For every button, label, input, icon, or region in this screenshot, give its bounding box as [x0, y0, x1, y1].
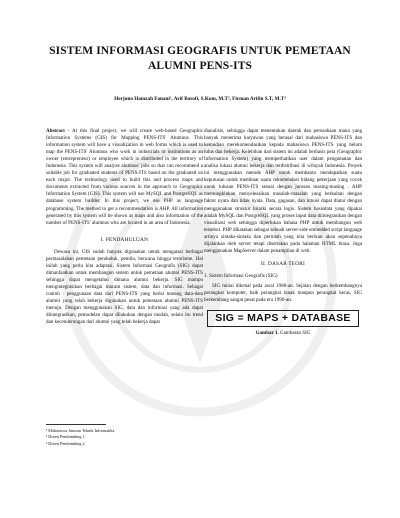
abstract-text: - At this final project, we will create web-based Geographic Information Systems (GIS) for Mapping PENS-ITS' Alumnus. This information system will have a visualization in web forms which is used to map the PENS-ITS' Alumnus who work in industrials or institutions as an owner (entrepreneur) or employee which is distributed in the territory of Indonesia. This system will analyze alumnus' jobs so that can recommend a suitable job for graduated students of PENS-ITS based on the graduated on each major. The technology used to build this and process maps and documents extracted from various sources in the approach to Geographic Information System (GIS). This system will use MySQL and PostgreSQL as database system builder. In this project, we use PHP as language programming. The method to get a recommendation is AHP. All information generated by this system will be shown as maps and also information of the number of PENS-ITS' alumnus who are located in an area of Indonesia.	[46, 128, 203, 226]
section-heading-dasar-teori: II. DASAR TEORI	[261, 260, 305, 267]
abstract	[46, 128, 203, 227]
figure-sig-box: SIG = MAPS + DATABASE	[207, 310, 359, 327]
subsection-heading-sig: 1. Sistem Informasi Geografis (SIG)	[204, 272, 278, 279]
figure-caption	[204, 330, 362, 337]
right-column	[204, 128, 362, 337]
sig-paragraph: SIG mulai dikenal pada awal 1980-an. Sejalan dengan berkembangnya perangkat komputer, baik perangkat lunak maupun perangkat keras, SIG berkembang sangat pesat pada era 1990-an.	[204, 282, 362, 304]
footnote-3: ³ Dosen Pembimbing 2	[46, 440, 85, 446]
footnotes	[46, 424, 203, 447]
figure-caption-text: Gambaran SIG	[278, 330, 311, 337]
right-paragraph: dianalisis, sehingga dapat menentukan daerah dan perusahaan mana yang banyak menerima karyawan yang berasal dari mahasiswa PENS-ITS dan kemudian merekomendasikan kepada mahasiswa PENS-ITS yang belum lulus dan bekerja. Kelebihan dari sistem ini adalah berbasis peta (Geographic Information System) yang memperhatikan user dalam pengamatan dan analisa lokasi alumni bekerja dan terdistribusi di wilayah Indonesia. Proyek ini menggunakan metode AHP untuk membantu mendapatkan suatu keputusan untuk membuat suatu rekomendasi bidang pekerjaan yang cocok untuk lulusan PENS-ITS sesuai dengan jurusan masing-masing . AHP memungkinkan menyelesaikan masalah-masalah yang berkaitan dengan faktor nyata dan tidak nyata. Data, gagasan, dan intuisi dapat diatur dengan menggunakan struktur hirarki secara logis. Sistem basisdata yang dipakai adalah MySQL dan PostgreSQL yang proses input data diintegrasikan dengan visualisasi web sehingga diperlukan bahasa PHP untuk membangun web tersebut. PHP dikatakan sebagai sebuah server-side embedded script language artinya sintaks-sintaks dan perintah yang kita berikan akan sepenuhnya dijalankan oleh server tetapi disertakan pada halaman HTML biasa. Juga menggunakan MapServer dalam penampilan di web.	[204, 128, 362, 254]
footnote-rule	[46, 424, 106, 425]
abstract-label: Abstract	[46, 128, 65, 134]
section-heading-introduction: I. PENDAHULUAN	[100, 236, 149, 243]
title-line-2: ALUMNI PENS-ITS	[147, 60, 253, 72]
left-column	[46, 128, 203, 326]
intro-paragraph: Dewasa ini, GIS sudah banyak digunakan untuk mengatasi berbagai permasalahan pemetaan penduduk, pemilu, bencana hingga terorisme. Hal inilah yang perlu kita adaptasi. Sistem Informasi Geografis (SIG) dapat dimanfaatkan untuk membangun sistem untuk pemetaan alumni PENS-ITS sehingga dapat mengetahui dimana alumni bekerja. SIG mampu mengintegrasikan berbagai macam sistem, data dan informasi. Sebagai contoh : penggunaan data dari PENS-ITS yang berisi tentang data-data alumni yang telah bekerja digunakan untuk pemetaan alumni PENS-ITS menuju. Dengan menggunakan SIG, data dan informasi yang ada dapat diintegrasikan, pemodelan dapat dilakukan dengan mudah, selain itu trend dan kecenderungan dari alumni yang telah bekerja dapat	[46, 248, 203, 326]
footnote-2: ² Dosen Pembimbing 1	[46, 434, 85, 440]
author-list: Herjuno Hamzah Fanani¹, Arif Basofi, S.Kom, M.T², Firman Arifin S.T, M.T³	[114, 96, 286, 102]
paper-title	[20, 44, 380, 74]
figure-caption-label: Gambar 1.	[255, 330, 279, 337]
footnote-1: ¹ Mahasiswa Jurusan Teknik Informatika	[46, 428, 115, 433]
title-line-1: SISTEM INFORMASI GEOGRAFIS UNTUK PEMETAAN	[49, 45, 351, 57]
